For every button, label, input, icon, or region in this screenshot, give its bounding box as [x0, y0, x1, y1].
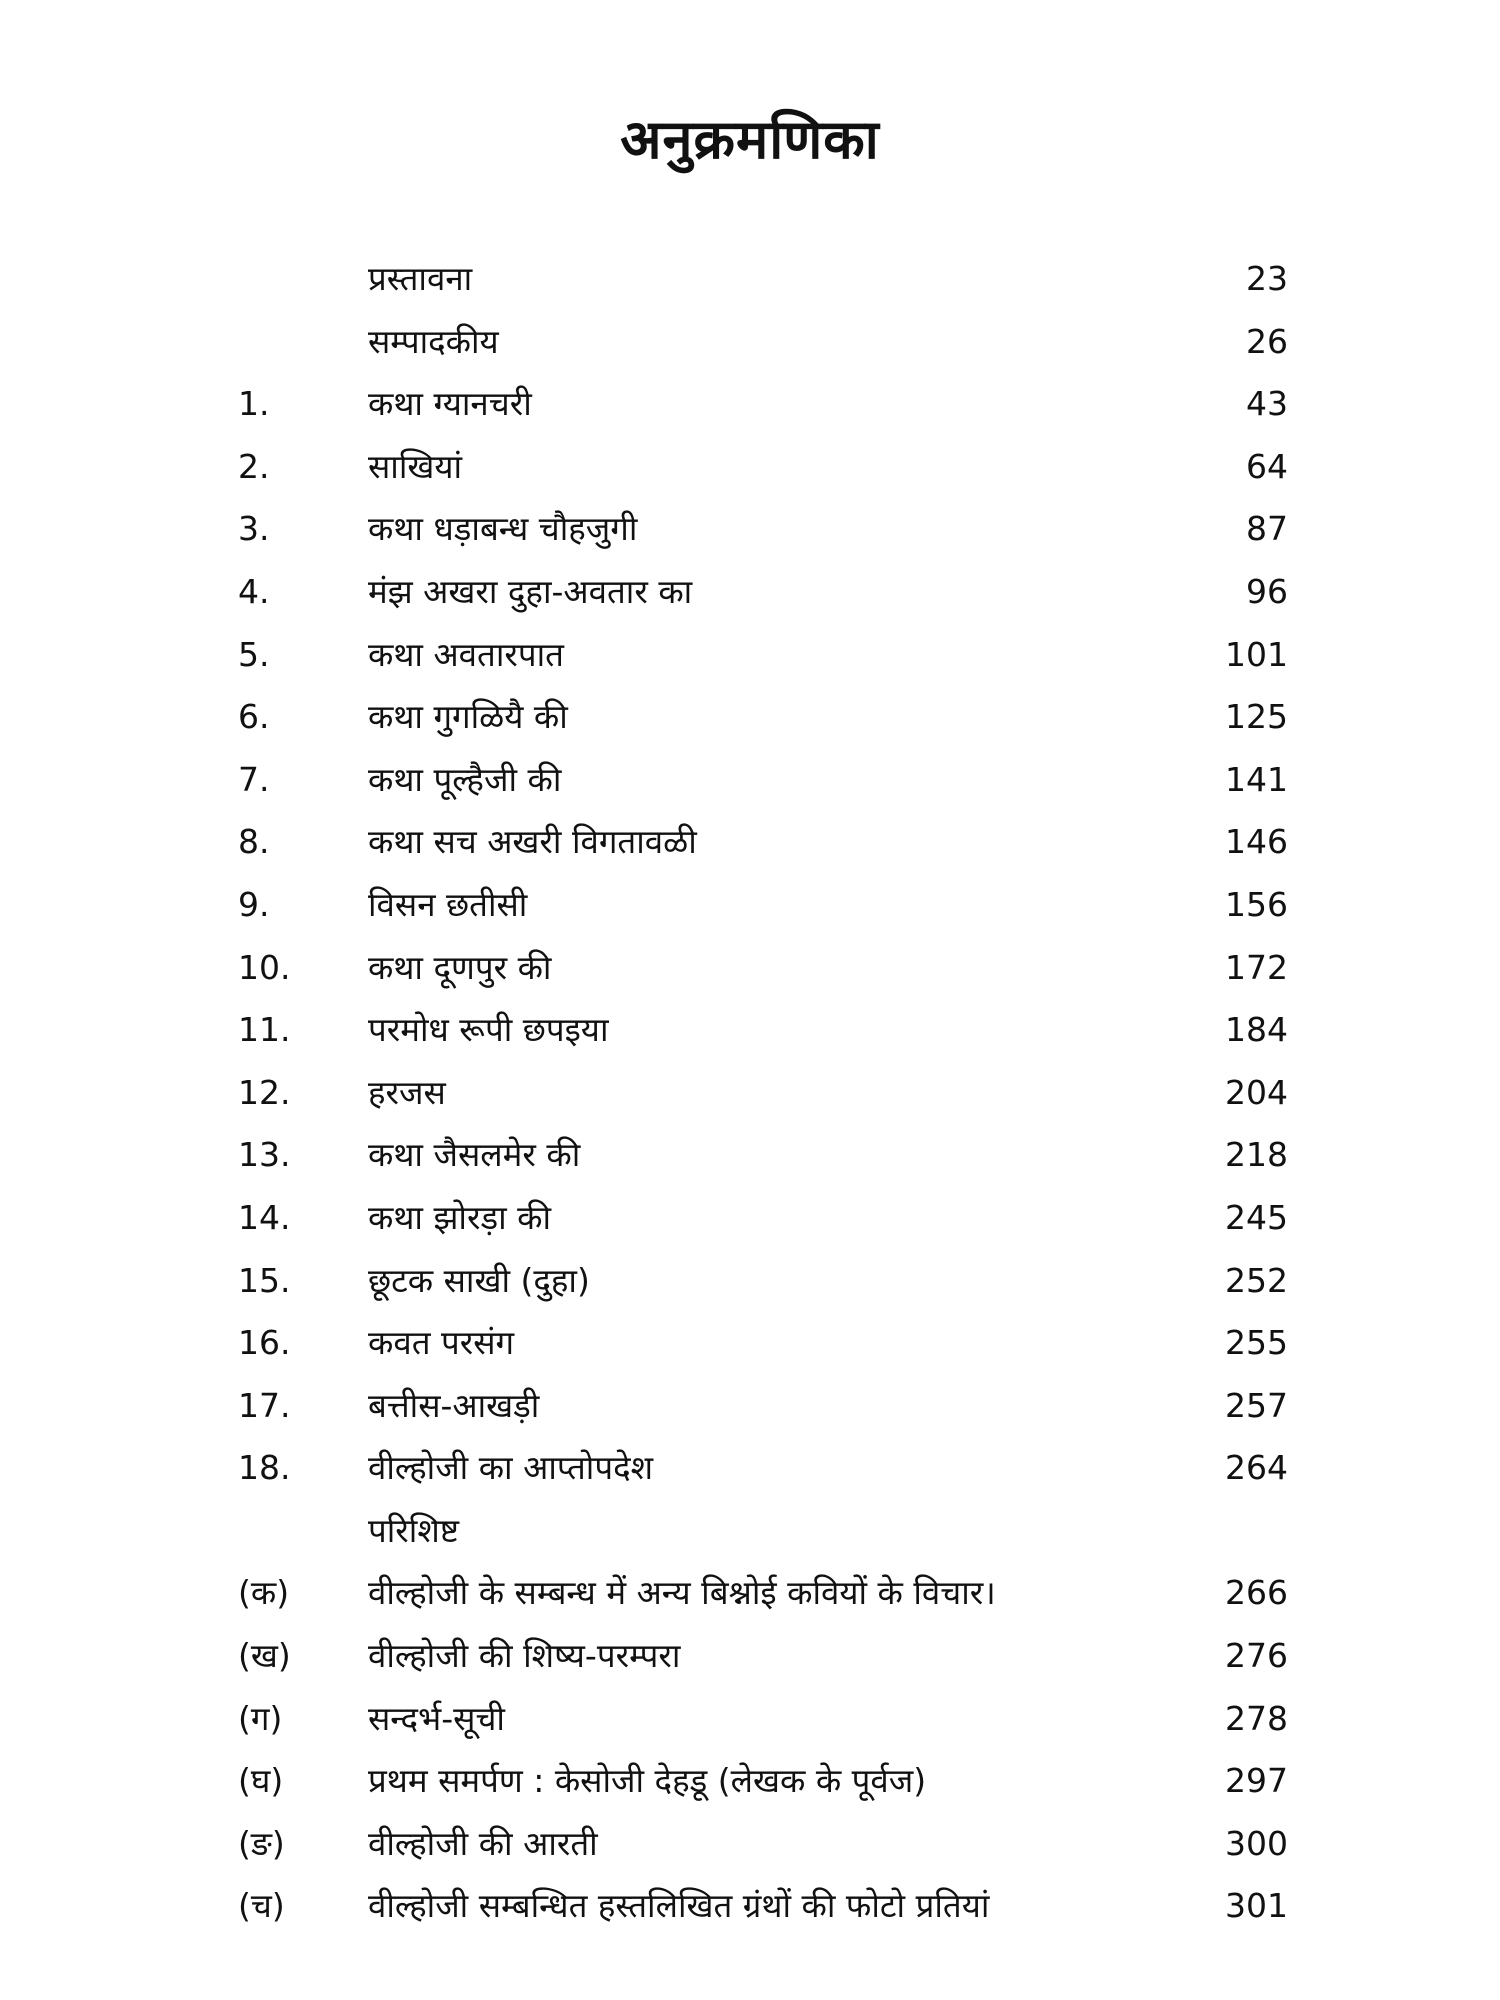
entry-number: 16. — [238, 1323, 291, 1363]
entry-number: 7. — [238, 759, 270, 799]
entry-title: बत्तीस-आखड़ी — [368, 1385, 540, 1425]
entry-title: कथा अवतारपात — [368, 634, 564, 674]
entry-number: 13. — [238, 1135, 291, 1175]
entry-title: कथा सच अखरी विगतावळी — [368, 822, 697, 862]
toc-entry — [0, 498, 1500, 561]
toc-entry — [0, 1250, 1500, 1313]
entry-page: 125 — [1225, 697, 1288, 737]
entry-page: 252 — [1225, 1260, 1288, 1300]
entry-number: 6. — [238, 697, 270, 737]
entry-number: (क) — [238, 1573, 290, 1613]
toc-entry — [0, 937, 1500, 1000]
toc-entry — [0, 311, 1500, 374]
toc-entry — [0, 1187, 1500, 1250]
entry-number: 2. — [238, 446, 270, 486]
toc-entry — [0, 1813, 1500, 1876]
entry-title: सन्दर्भ-सूची — [368, 1698, 505, 1738]
toc-entry — [0, 1625, 1500, 1688]
entry-number: 17. — [238, 1385, 291, 1425]
entry-page: 257 — [1225, 1385, 1288, 1425]
toc-entry — [0, 1875, 1500, 1938]
entry-page: 276 — [1225, 1636, 1288, 1676]
entry-page: 146 — [1225, 822, 1288, 862]
entry-number: 11. — [238, 1010, 291, 1050]
toc-entry — [0, 248, 1500, 311]
entry-page: 184 — [1225, 1010, 1288, 1050]
entry-title: हरजस — [368, 1072, 446, 1112]
entry-page: 264 — [1225, 1448, 1288, 1488]
table-of-contents — [0, 248, 1500, 1938]
entry-page: 26 — [1246, 321, 1288, 361]
toc-entry — [0, 373, 1500, 436]
toc-entry — [0, 749, 1500, 812]
toc-entry — [0, 624, 1500, 687]
toc-entry — [0, 1437, 1500, 1500]
toc-entry — [0, 686, 1500, 749]
entry-title: परमोध रूपी छपइया — [368, 1010, 609, 1050]
entry-page: 266 — [1225, 1573, 1288, 1613]
appendix-heading — [0, 1500, 1500, 1563]
entry-page: 255 — [1225, 1323, 1288, 1363]
entry-page: 301 — [1225, 1886, 1288, 1926]
entry-page: 43 — [1246, 384, 1288, 424]
entry-title: साखियां — [368, 446, 463, 486]
entry-title: सम्पादकीय — [368, 321, 499, 361]
entry-title: कथा ग्यानचरी — [368, 384, 532, 424]
entry-title: कथा दूणपुर की — [368, 947, 552, 987]
entry-page: 96 — [1246, 571, 1288, 611]
entry-title: कथा झोरड़ा की — [368, 1197, 552, 1237]
entry-title: कवत परसंग — [368, 1323, 515, 1363]
entry-page: 245 — [1225, 1197, 1288, 1237]
entry-number: (ग) — [238, 1698, 283, 1738]
toc-entry — [0, 561, 1500, 624]
entry-page: 64 — [1246, 446, 1288, 486]
toc-entry — [0, 1062, 1500, 1125]
toc-entry — [0, 1375, 1500, 1438]
entry-number: 5. — [238, 634, 270, 674]
entry-title: कथा गुगळियै की — [368, 697, 568, 737]
entry-page: 23 — [1246, 259, 1288, 298]
entry-title: कथा पूल्हैजी की — [368, 759, 562, 799]
entry-title: प्रथम समर्पण : केसोजी देहडू (लेखक के पूर्वज) — [368, 1761, 927, 1801]
entry-number: (च) — [238, 1886, 285, 1926]
entry-page: 218 — [1225, 1135, 1288, 1175]
entry-title: मंझ अखरा दुहा-अवतार का — [368, 571, 693, 611]
page-title: अनुक्रमणिका — [620, 108, 880, 171]
entry-number: 4. — [238, 571, 270, 611]
entry-title: वील्होजी की आरती — [368, 1823, 598, 1863]
toc-entry — [0, 1312, 1500, 1375]
toc-entry — [0, 999, 1500, 1062]
entry-number: 14. — [238, 1197, 291, 1237]
toc-entry — [0, 1124, 1500, 1187]
toc-entry — [0, 1750, 1500, 1813]
entry-title: वील्होजी की शिष्य-परम्परा — [368, 1636, 681, 1676]
entry-title: वील्होजी का आप्तोपदेश — [368, 1448, 654, 1488]
entry-number: 1. — [238, 384, 270, 424]
entry-number: (ख) — [238, 1636, 291, 1676]
entry-title: कथा जैसलमेर की — [368, 1135, 581, 1175]
entry-page: 156 — [1225, 884, 1288, 924]
entry-title: परिशिष्ट — [368, 1510, 460, 1550]
entry-page: 172 — [1225, 947, 1288, 987]
entry-number: (घ) — [238, 1761, 284, 1801]
entry-page: 141 — [1225, 759, 1288, 799]
entry-number: 12. — [238, 1072, 291, 1112]
entry-page: 101 — [1225, 634, 1288, 674]
entry-page: 204 — [1225, 1072, 1288, 1112]
entry-title: विसन छतीसी — [368, 884, 528, 924]
entry-number: 10. — [238, 947, 291, 987]
toc-entry — [0, 1562, 1500, 1625]
entry-number: 9. — [238, 884, 270, 924]
entry-number: 3. — [238, 509, 270, 549]
toc-entry — [0, 436, 1500, 499]
entry-page: 87 — [1246, 509, 1288, 549]
entry-page: 300 — [1225, 1823, 1288, 1863]
entry-page: 278 — [1225, 1698, 1288, 1738]
entry-title: प्रस्तावना — [368, 259, 473, 298]
entry-number: (ङ) — [238, 1823, 285, 1863]
entry-number: 15. — [238, 1260, 291, 1300]
toc-entry — [0, 874, 1500, 937]
entry-title: वील्होजी सम्बन्धित हस्तलिखित ग्रंथों की फोटो प्रतियां — [368, 1886, 990, 1926]
entry-number: 8. — [238, 822, 270, 862]
entry-title: छूटक साखी (दुहा) — [368, 1260, 590, 1300]
entry-title: कथा धड़ाबन्ध चौहजुगी — [368, 509, 638, 549]
entry-page: 297 — [1225, 1761, 1288, 1801]
entry-number: 18. — [238, 1448, 291, 1488]
entry-title: वील्होजी के सम्बन्ध में अन्य बिश्नोई कवियों के विचार। — [368, 1573, 996, 1613]
toc-entry — [0, 1688, 1500, 1751]
toc-entry — [0, 811, 1500, 874]
